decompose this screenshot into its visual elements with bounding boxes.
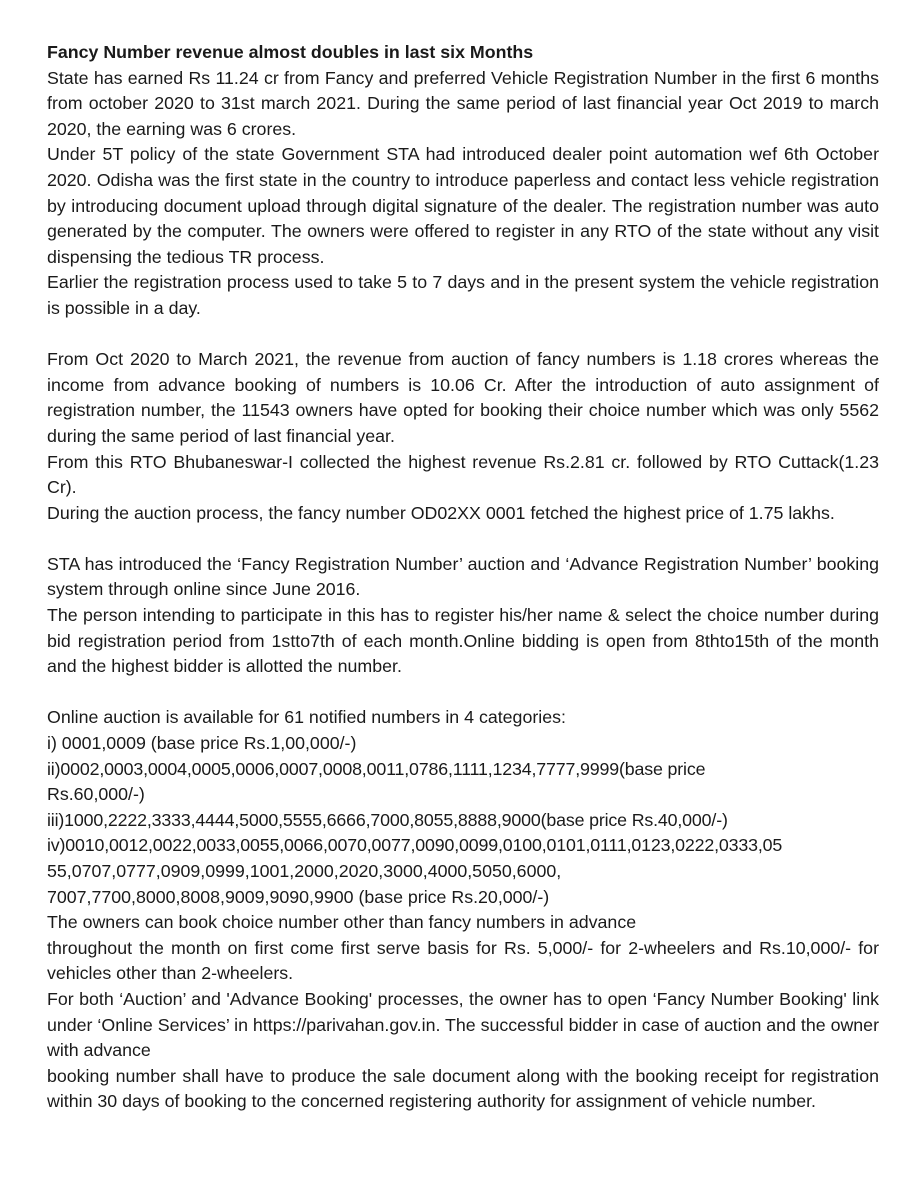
page-title: Fancy Number revenue almost doubles in last six Months <box>47 42 534 62</box>
paragraph: Under 5T policy of the state Government STA had introduced dealer point automation wef 6th October 2020. Odisha was the first state in the country to introduce paperless and contact less vehicle registration by introducing document upload through digital signature of the dealer. The registration number was auto generated by the computer. The owners were offered to register in any RTO of the state without any visit dispensing the tedious TR process. <box>47 144 879 267</box>
paragraph: The person intending to participate in this has to register his/her name & select the choice number during bid registration period from 1stto7th of each month.Online bidding is open from 8thto15th of the month and the highest bidder is allotted the number. <box>47 605 879 677</box>
paragraph: From Oct 2020 to March 2021, the revenue from auction of fancy numbers is 1.18 crores whereas the income from advance booking of numbers is 10.06 Cr. After the introduction of auto assignment of registration number, the 11543 owners have opted for booking their choice number which was only 5562 during the same period of last financial year. <box>47 349 879 446</box>
paragraph: STA has introduced the ‘Fancy Registration Number’ auction and ‘Advance Registration Number’ booking system through online since June 2016. <box>47 553 879 600</box>
auction-intro: Online auction is available for 61 notified numbers in 4 categories: <box>47 707 566 728</box>
paragraph: The owners can book choice number other than fancy numbers in advance <box>47 912 637 933</box>
category-item-continuation: 55,0707,0777,0909,0999,1001,2000,2020,3000,4000,5050,6000, <box>47 861 562 881</box>
paragraph-gap <box>47 526 879 552</box>
paragraph: throughout the month on first come first serve basis for Rs. 5,000/- for 2-wheelers and Rs.10,000/- for vehicles other than 2-wheelers. <box>47 937 879 984</box>
paragraph: booking number shall have to produce the sale document along with the booking receipt for registration within 30 days of booking to the concerned registering authority for assignment of vehicle number. <box>47 1065 879 1112</box>
paragraph: State has earned Rs 11.24 cr from Fancy and preferred Vehicle Registration Number in the first 6 months from october 2020 to 31st march 2021. During the same period of last financial year Oct 2019 to march 2020, the earning was 6 crores. <box>47 67 879 139</box>
category-item: iii)1000,2222,3333,4444,5000,5555,6666,7000,8055,8888,9000(base price Rs.40,000/-) <box>47 809 728 830</box>
category-item-continuation: Rs.60,000/-) <box>47 784 145 805</box>
category-item-continuation: 7007,7700,8000,8008,9009,9090,9900 (base price Rs.20,000/-) <box>47 886 550 907</box>
paragraph-gap <box>47 322 879 348</box>
category-item: iv)0010,0012,0022,0033,0055,0066,0070,0077,0090,0099,0100,0101,0111,0123,0222,0333,05 <box>47 835 783 856</box>
category-item: ii)0002,0003,0004,0005,0006,0007,0008,0011,0786,1111,1234,7777,9999(base price <box>47 758 706 779</box>
paragraph: From this RTO Bhubaneswar-I collected the highest revenue Rs.2.81 cr. followed by RTO Cuttack(1.23 Cr). <box>47 451 879 498</box>
paragraph-gap <box>47 680 879 706</box>
document-page <box>47 40 879 1115</box>
category-item: i) 0001,0009 (base price Rs.1,00,000/-) <box>47 733 357 754</box>
paragraph: During the auction process, the fancy number OD02XX 0001 fetched the highest price of 1.75 lakhs. <box>47 502 835 523</box>
paragraph: Earlier the registration process used to take 5 to 7 days and in the present system the vehicle registration is possible in a day. <box>47 272 879 318</box>
paragraph: For both ‘Auction’ and 'Advance Booking' processes, the owner has to open ‘Fancy Number Booking' link under ‘Online Services’ in https://parivahan.gov.in. The successful bidder in case of auction and the owner with advance <box>47 988 879 1061</box>
